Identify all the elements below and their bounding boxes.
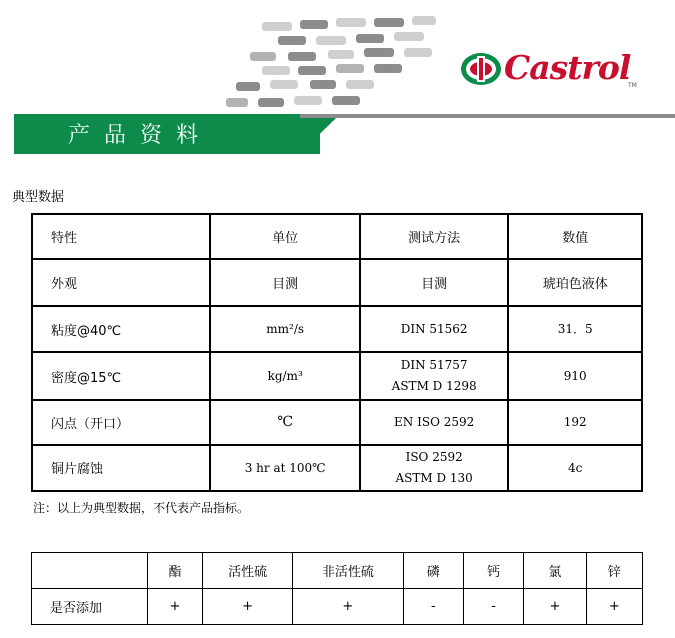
decor-square bbox=[310, 80, 336, 89]
header-cell: 特性 bbox=[32, 214, 210, 259]
method-cell: EN ISO 2592 bbox=[360, 400, 509, 445]
decor-square bbox=[374, 64, 402, 73]
header-cell: 数值 bbox=[508, 214, 642, 259]
table-row bbox=[32, 445, 642, 491]
header-cell: 酯 bbox=[147, 553, 202, 589]
section-title: 典型数据 bbox=[12, 190, 65, 205]
decor-square bbox=[412, 16, 436, 25]
decor-square bbox=[226, 98, 248, 107]
property-cell: 粘度@40℃ bbox=[32, 306, 210, 352]
table-row bbox=[32, 306, 642, 352]
decor-square bbox=[336, 64, 364, 73]
property-cell: 密度@15℃ bbox=[32, 352, 210, 400]
value-cell: + bbox=[203, 589, 293, 625]
value-cell: 192 bbox=[508, 400, 642, 445]
method-cell bbox=[360, 445, 509, 491]
unit-cell: ℃ bbox=[210, 400, 359, 445]
decor-square bbox=[288, 52, 316, 61]
method-cell: 目测 bbox=[360, 259, 509, 306]
value-cell: 31．5 bbox=[508, 306, 642, 352]
decor-square bbox=[298, 66, 326, 75]
header-cell: 测试方法 bbox=[360, 214, 509, 259]
decor-square bbox=[404, 48, 432, 57]
value-cell: - bbox=[403, 589, 463, 625]
decor-square bbox=[364, 48, 394, 57]
decor-square bbox=[346, 80, 374, 89]
unit-cell: 3 hr at 100℃ bbox=[210, 445, 359, 491]
decor-square bbox=[236, 82, 260, 91]
header-cell: 非活性硫 bbox=[293, 553, 404, 589]
decor-square bbox=[374, 18, 404, 27]
additives-table bbox=[31, 552, 643, 625]
value-cell: - bbox=[463, 589, 523, 625]
decor-square bbox=[250, 52, 276, 61]
decor-square bbox=[270, 80, 298, 89]
method-line: ASTM D 1298 bbox=[391, 379, 477, 393]
value-cell: + bbox=[147, 589, 202, 625]
value-cell: 4c bbox=[508, 445, 642, 491]
table-row bbox=[32, 400, 642, 445]
header bbox=[0, 0, 675, 160]
decor-square bbox=[316, 36, 346, 45]
value-cell: + bbox=[524, 589, 586, 625]
method-cell: DIN 51562 bbox=[360, 306, 509, 352]
castrol-logo bbox=[458, 42, 638, 96]
row-label: 是否添加 bbox=[32, 589, 148, 625]
value-cell: + bbox=[293, 589, 404, 625]
banner-title: 产品资料 bbox=[68, 123, 213, 148]
decor-square bbox=[332, 96, 360, 105]
unit-cell: kg/m³ bbox=[210, 352, 359, 400]
property-cell: 闪点（开口） bbox=[32, 400, 210, 445]
decor-square bbox=[262, 22, 292, 31]
property-cell: 外观 bbox=[32, 259, 210, 306]
method-line: DIN 51757 bbox=[400, 358, 468, 372]
value-cell: 910 bbox=[508, 352, 642, 400]
decor-square bbox=[262, 66, 290, 75]
banner-slope bbox=[300, 114, 340, 154]
header-cell: 钙 bbox=[463, 553, 523, 589]
table-row bbox=[32, 352, 642, 400]
header-cell: 锌 bbox=[586, 553, 642, 589]
value-cell: 琥珀色液体 bbox=[508, 259, 642, 306]
typical-data-table bbox=[31, 213, 643, 492]
table-row bbox=[32, 259, 642, 306]
property-cell: 铜片腐蚀 bbox=[32, 445, 210, 491]
decor-square bbox=[300, 20, 328, 29]
decor-square bbox=[278, 36, 306, 45]
brand-name: Castrol bbox=[504, 48, 631, 87]
footnote: 注：以上为典型数据，不代表产品指标。 bbox=[33, 501, 250, 515]
header-cell: 磷 bbox=[403, 553, 463, 589]
unit-cell: mm²/s bbox=[210, 306, 359, 352]
method-cell bbox=[360, 352, 509, 400]
value-cell: + bbox=[586, 589, 642, 625]
table-header-row bbox=[32, 553, 643, 589]
method-line: ISO 2592 bbox=[405, 450, 463, 464]
castrol-emblem-icon bbox=[458, 42, 504, 96]
header-cell: 活性硫 bbox=[203, 553, 293, 589]
decor-square bbox=[258, 98, 284, 107]
decor-square bbox=[336, 18, 366, 27]
header-cell: 单位 bbox=[210, 214, 359, 259]
decor-square bbox=[328, 50, 354, 59]
header-cell bbox=[32, 553, 148, 589]
decor-square bbox=[356, 34, 384, 43]
header-cell: 氯 bbox=[524, 553, 586, 589]
table-row bbox=[32, 589, 643, 625]
decor-square bbox=[394, 32, 424, 41]
banner-rule bbox=[300, 114, 675, 118]
unit-cell: 目测 bbox=[210, 259, 359, 306]
method-line: ASTM D 130 bbox=[395, 471, 473, 485]
table-header-row bbox=[32, 214, 642, 259]
decor-square bbox=[294, 96, 322, 105]
brand-trademark: TM bbox=[628, 82, 637, 89]
